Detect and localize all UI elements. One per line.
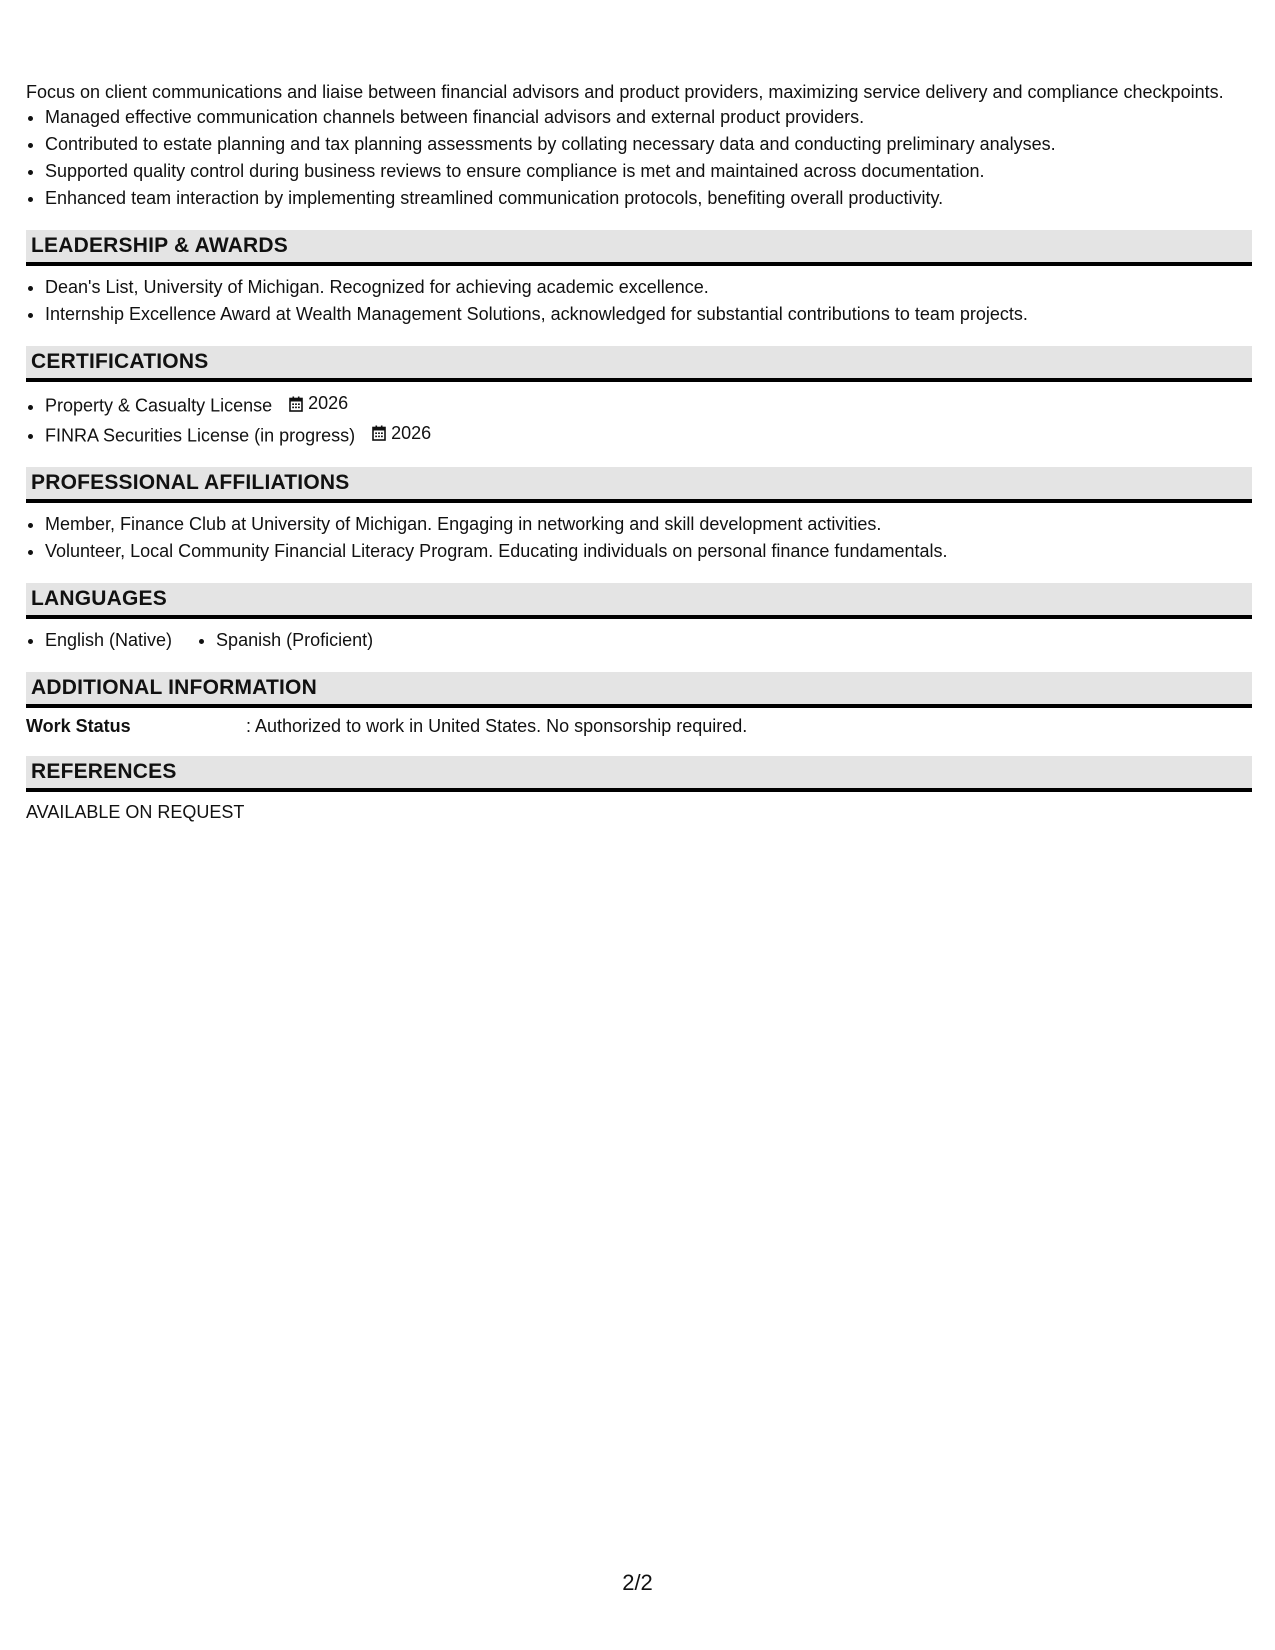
- affiliations-list: [26, 511, 1252, 565]
- references-text: AVAILABLE ON REQUEST: [26, 802, 245, 822]
- section-title: LANGUAGES: [31, 587, 167, 610]
- calendar-icon: [372, 425, 386, 441]
- section-header: [26, 672, 1252, 708]
- section-header: [26, 583, 1252, 619]
- work-status-row: [26, 714, 1252, 738]
- work-status-value: : Authorized to work in United States. No sponsorship required.: [246, 716, 748, 736]
- certification-date: [372, 420, 431, 447]
- references-section: [26, 756, 1252, 824]
- resume-page: [26, 80, 1252, 824]
- certification-name: Property & Casualty License: [45, 395, 273, 416]
- list-item: • Contributed to estate planning and tax planning assessments by collating necessary data and conducting preliminary analyses.: [45, 131, 1252, 158]
- list-item: • Internship Excellence Award at Wealth Management Solutions, acknowledged for substantial contributions to team projects.: [45, 301, 1252, 328]
- list-item: • Spanish (Proficient): [216, 627, 373, 654]
- section-title: ADDITIONAL INFORMATION: [31, 676, 317, 699]
- list-item: • Enhanced team interaction by implementing streamlined communication protocols, benefiting overall productivity.: [45, 185, 1252, 212]
- list-item: [45, 420, 1252, 450]
- certifications-section: [26, 346, 1252, 449]
- list-item: • Volunteer, Local Community Financial Literacy Program. Educating individuals on personal finance fundamentals.: [45, 538, 1252, 565]
- certification-name: FINRA Securities License (in progress): [45, 425, 356, 445]
- section-title: PROFESSIONAL AFFILIATIONS: [31, 471, 350, 494]
- certification-date: [289, 390, 348, 417]
- section-header: [26, 230, 1252, 266]
- list-item: • Member, Finance Club at University of Michigan. Engaging in networking and skill development activities.: [45, 511, 1252, 538]
- work-status-label: Work Status: [26, 716, 131, 736]
- list-item: • English (Native): [45, 627, 172, 654]
- section-title: REFERENCES: [31, 760, 177, 783]
- list-item: • Dean's List, University of Michigan. Recognized for achieving academic excellence.: [45, 274, 1252, 301]
- certification-year: 2026: [391, 422, 432, 443]
- leadership-list: [26, 274, 1252, 328]
- certifications-list: [26, 390, 1252, 449]
- certification-year: 2026: [308, 393, 349, 413]
- experience-bullets: [26, 104, 1252, 212]
- additional-info-section: [26, 672, 1252, 738]
- page-number: 2/2: [622, 1570, 653, 1595]
- experience-intro: Focus on client communications and liaise between financial advisors and product providers, maximizing service delivery and compliance checkpoints.: [26, 82, 1224, 102]
- list-item: [45, 390, 1252, 420]
- experience-continuation: [26, 80, 1252, 212]
- section-header: [26, 346, 1252, 382]
- languages-section: [26, 583, 1252, 654]
- calendar-icon: [289, 396, 303, 412]
- section-header: [26, 467, 1252, 503]
- section-title: LEADERSHIP & AWARDS: [31, 234, 288, 257]
- list-item: • Supported quality control during business reviews to ensure compliance is met and maintained across documentation.: [45, 158, 1252, 185]
- languages-list: [26, 627, 1252, 654]
- leadership-section: [26, 230, 1252, 328]
- section-header: [26, 756, 1252, 792]
- section-title: CERTIFICATIONS: [31, 350, 209, 373]
- list-item: • Managed effective communication channels between financial advisors and external product providers.: [45, 104, 1252, 131]
- affiliations-section: [26, 467, 1252, 565]
